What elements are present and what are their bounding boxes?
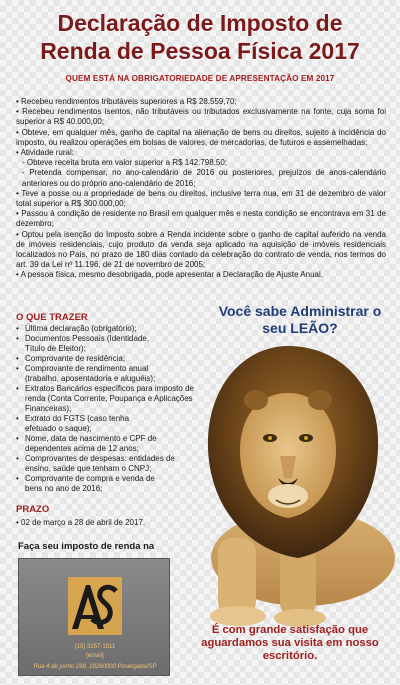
logo-phone: (15) 3257-1511 <box>74 644 116 650</box>
obligation-item: • Recebeu rendimentos isentos, não tributáveis ou tributados exclusivamente na fonte, cuja soma foi superior a R$ 40.000,00; <box>16 107 386 127</box>
list-item: • Nome, data de nascimento e CPF de dependentes acima de 12 anos; <box>16 434 166 454</box>
what-to-bring-heading: O QUE TRAZER <box>16 312 88 323</box>
list-item: • Extratos Bancários específicos para imposto de renda (Conta Corrente, Poupança e Aplicações Financeiras); <box>16 384 196 414</box>
what-to-bring-list <box>16 324 206 494</box>
obligation-item: • Recebeu rendimentos tributáveis superiores a R$ 28.559,70; <box>16 97 237 106</box>
obligation-item: • Atividade rural: <box>16 148 74 158</box>
logo-address: Rua 4 de junho 298, 18260000 Porangaba/SP <box>33 664 157 670</box>
logo-mark <box>62 571 128 641</box>
logo-email: [email] <box>86 653 104 659</box>
obligation-item: • Obteve, em qualquer mês, ganho de capital na alienação de bens ou direitos, sujeito à incidência do imposto, ou realizou operações em bolsas de valores, de mercadorias, de futuros e assemelhadas; <box>16 127 386 147</box>
page-subtitle: QUEM ESTÁ NA OBRIGATORIEDADE DE APRESENTAÇÃO EM 2017 <box>65 74 335 83</box>
list-item: • Comprovante de rendimento anual (trabalho, aposentadoria e aluguéis); <box>16 364 166 384</box>
obligation-item: • Teve a posse ou a propriedade de bens ou direitos, inclusive terra nua, em 31 de dezembro de valor total superior a R$ 300.000,00; <box>16 188 386 209</box>
list-item: • Última declaração (obrigatório); <box>16 324 166 334</box>
deadline-heading: PRAZO <box>16 504 50 515</box>
list-item: • Extrato do FGTS (caso tenha efetuado o saque); <box>16 414 141 434</box>
cta-text: Faça seu imposto de renda na <box>18 541 155 552</box>
obligation-item: - Obteve receita bruta em valor superior a R$ 142.798,50; <box>22 158 227 168</box>
obligation-item: • Passou à condição de residente no Brasil em qualquer mês e nesta condição se encontrava em 31 de dezembro; <box>16 209 386 229</box>
lion-question: Você sabe Administrar o seu LEÃO? <box>218 303 382 336</box>
page-title-line-1: Declaração de Imposto de <box>57 10 343 36</box>
deadline-text: • 02 de março a 28 de abril de 2017. <box>16 518 146 527</box>
list-item: • Comprovante de residência; <box>16 354 186 364</box>
obligation-item: - Pretenda compensar, no ano-calendário de 2016 ou posteriores, prejuízos de anos-calendário anteriores ou do próprio ano-calendário de 2016; <box>22 168 386 188</box>
obligation-item: • A pessoa física, mesmo desobrigada, pode apresentar a Declaração de Ajuste Anual. <box>16 270 323 280</box>
list-item: • Comprovante de compra e venda de bens no ano de 2016; <box>16 474 166 494</box>
closing-message: É com grande satisfação que aguardamos sua visita em nosso escritório. <box>201 624 379 662</box>
page-title-line-2: Renda de Pessoa Física 2017 <box>40 38 360 64</box>
list-item: • Documentos Pessoais (Identidade, Título de Eleitor); <box>16 334 166 354</box>
lion-illustration <box>188 338 398 628</box>
company-logo <box>18 558 170 676</box>
obligation-item: • Optou pela isenção do Imposto sobre a Renda incidente sobre o ganho de capital auferido na venda de imóveis residenciais, cujo produto da venda seja aplicado na aquisição de imóveis residenciais localizados no País, no prazo de 180 dias contado da celebração do contrato de venda, nos termos do art. 39 da Lei nº 11.196, de 21 de novembro de 2005; <box>16 229 386 270</box>
list-item: • Comprovantes de despesas: entidades de ensino, saúde que tenham o CNPJ; <box>16 454 186 474</box>
obligations-list <box>16 97 386 281</box>
